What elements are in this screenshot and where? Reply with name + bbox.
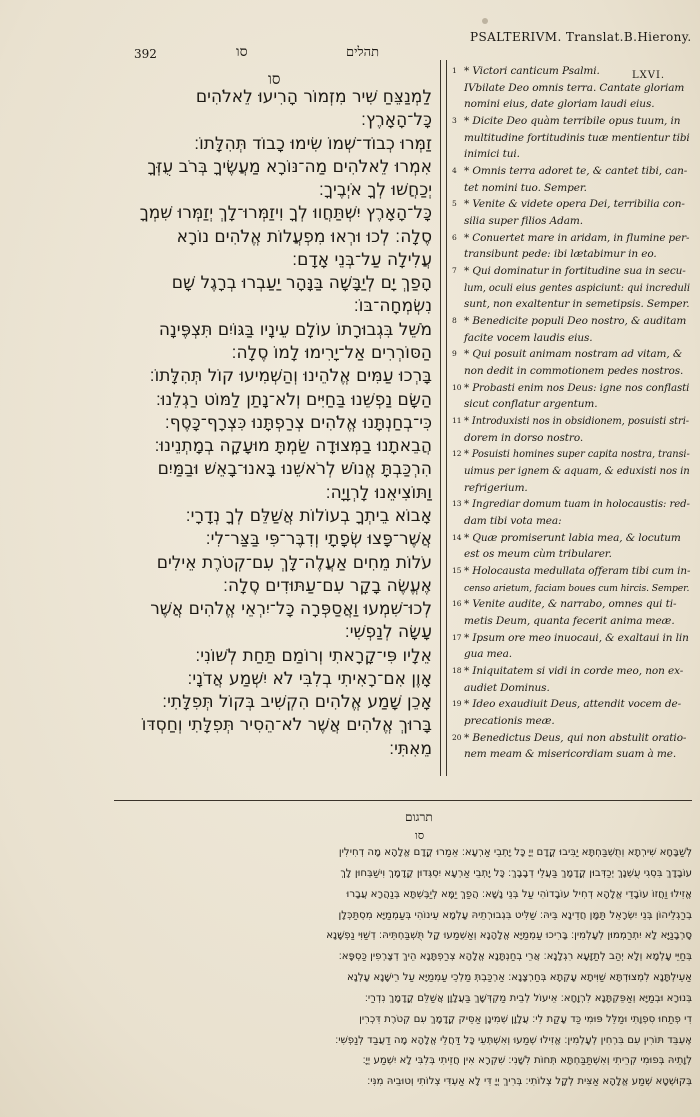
latin-verse-number: 8 [452, 316, 457, 325]
latin-verse-line: censo arietum, faciam boues cum hircis. Semper. [464, 582, 690, 594]
hebrew-verse-line: בָּרְכוּ עַמִּים אֱלֹהֵינוּ וְהַשְׁמִיעוּ קוֹל תְּהִלָּתוֹ׃ [149, 366, 432, 387]
latin-verse-line: * Ideo exaudiuit Deus, attendit vocem de- [464, 698, 682, 711]
hebrew-verse-line: לְכוּ־שִׁמְעוּ וַאֲסַפְּרָה כָּל־יִרְאֵי אֱלֹהִים אֲשֶׁר [150, 599, 432, 620]
targum-line: לְשַׁבָּחָא שִׁירְתָא וְתֻשְׁבַּחְתָּא יַבִּיבוּ קֳדָם יְיָ כָּל יָתְבֵי אַרְעָא׃ אֵמַרוּ קֳדָם אֱלָהָא מָה דְחִילִין [338, 847, 692, 858]
latin-verse-line: * Ingrediar domum tuam in holocaustis: red- [464, 499, 690, 511]
latin-verse-line: * Holocausta medullata offeram tibi cum in- [464, 565, 691, 577]
hebrew-verse-line: מֵאִתִּי׃ [389, 738, 432, 759]
hebrew-verse-line: זַמְּרוּ כְבוֹד־שְׁמוֹ שִׂימוּ כָבוֹד תְּהִלָּתוֹ׃ [194, 133, 432, 154]
latin-verse-number: 15 [452, 566, 462, 575]
latin-verse-line: lum, oculi eius gentes aspiciunt: qui increduli [464, 282, 690, 294]
latin-verse-number: 14 [452, 532, 462, 542]
latin-verse-number: 19 [452, 699, 462, 709]
hebrew-verse-line: יְכַחֲשׁוּ לְךָ אֹיְבֶיךָ׃ [318, 180, 432, 201]
targum-line: בְּנוּרָא וּבְמַיָּא וְאַפֵּקְתָּנָא לִרְוָחָא׃ אֵיעוֹל לְבֵית מַקְדְּשָׁךְ בַּעֲלָוָן אֲשַׁלֵּם קֳדָמָךְ נִדְרַי׃ [364, 992, 692, 1004]
latin-verse-number: 18 [452, 666, 462, 675]
hebrew-verse-line: אָכֵן שָׁמַע אֱלֹהִים הִקְשִׁיב בְּקוֹל תְּפִלָּתִי׃ [162, 692, 432, 713]
latin-verse-line: * Posuisti homines super capita nostra, transi- [464, 449, 690, 461]
hebrew-verse-line: הַשָּׂם נַפְשֵׁנוּ בַּחַיִּים וְלֹא־נָתַן לַמּוֹט רַגְלֵנוּ׃ [155, 389, 432, 410]
latin-verse-line: * Omnis terra adoret te, & cantet tibi, can- [464, 165, 688, 177]
latin-verse-line: * Iniquitatem si vidi in corde meo, non ex- [464, 665, 684, 677]
running-header-latin-title: PSALTERIVM. Translat.B.Hierony. [470, 30, 692, 44]
latin-verse-line: IVbilate Deo omnis terra. Cantate gloriam [464, 81, 685, 94]
page-number: 392 [134, 47, 157, 61]
latin-verse-line: * Venite & videte opera Dei, terribilia con- [464, 198, 685, 211]
latin-verse-line: nomini eius, date gloriam laudi eius. [464, 98, 655, 111]
latin-verse-line: nem meam & misericordiam suam à me. [464, 748, 677, 761]
targum-line: בְּחַיֵּי עָלְמָא וְלָא יְהַב לְתַזָּעָא רִגְלָנָא׃ אֲרֵי בְחַנְתָּנָא אֱלָהָא צְרַפְתָּנָא הֵיךְ דְצָרְפִין כַּסְפָּא׃ [338, 951, 692, 963]
latin-verse-line: sicut conflatur argentum. [464, 398, 598, 411]
targum-line: לְוָתֵיהּ בְּפוּמִי קְרֵיתִי וְאִשְׁתַּבַּחְתָּא תְּחוֹת לִשָּׁנִי׃ שִׁקְרָא אִין חֲזֵיתִי בְּלִבִּי לָא יִשְׁמַע יְיָ׃ [362, 1055, 692, 1067]
hebrew-verse-line: אֲשֶׁר־פָּצוּ שְׂפָתָי וְדִבֶּר־פִּי בַּצַּר־לִי׃ [205, 529, 432, 550]
latin-verse-line: * Ipsum ore meo inuocaui, & exaltaui in lin [464, 631, 689, 644]
latin-verse-number: 7 [452, 266, 457, 275]
targum-title: תרגום [405, 810, 433, 824]
targum-line: דִי פְתַחוּ סִפְוָתִי וּמַלֵּל פּוּמִי כַּד עָקַת לִי׃ עֲלָוָן שְׁמִינָן אַסֵּיק קֳדָמָךְ עִם קְטֹרֶת דִּכְרִין [359, 1013, 692, 1025]
latin-verse-line: precationis meæ. [464, 715, 555, 727]
latin-verse-number: 17 [452, 632, 462, 642]
hebrew-verse-line: עָשָׂה לְנַפְשִׁי׃ [344, 622, 432, 643]
targum-rule [114, 800, 692, 801]
latin-verse-line: audiet Dominus. [464, 681, 550, 694]
latin-verse-line: silia super filios Adam. [464, 215, 583, 227]
latin-verse-line: * Qui posuit animam nostram ad vitam, & [464, 348, 683, 361]
latin-verse-line: * Qui dominatur in fortitudine sua in secu- [464, 265, 686, 277]
latin-verse-line: refrigerium. [464, 481, 528, 494]
hebrew-verse-line: אָוֶן אִם־רָאִיתִי בְלִבִּי לֹא יִשְׁמַע אֲדֹנָי׃ [187, 668, 432, 689]
targum-chapter-number: סו [415, 829, 425, 842]
hebrew-verse-line: נִשְׂמְחָה־בּוֹ׃ [353, 296, 432, 317]
latin-verse-number: 5 [452, 199, 457, 209]
hebrew-verse-line: אֵלָיו פִּי־קָרָאתִי וְרוֹמַם תַּחַת לְשׁוֹנִי׃ [195, 645, 432, 666]
targum-line: בְרַגְלֵיהוֹן בְּנֵי יִשְׂרָאֵל תַּמָּן חֲדֵינָא בֵּיהּ׃ שַׁלִּיט בִּגְבוּרְתֵיהּ עָלְמָא עֵינוֹהִי בְּעַמְמַיָּא מִסְתַּכְּלָן [338, 909, 692, 921]
latin-verse-number: 3 [452, 116, 457, 125]
column-rule-left [440, 60, 441, 776]
latin-verse-number: 13 [452, 499, 462, 509]
latin-verse-line: dorem in dorso nostro. [464, 431, 584, 444]
latin-verse-number: 20 [452, 732, 462, 742]
hebrew-verse-line: כָּל־הָאָרֶץ יִשְׁתַּחֲווּ לְךָ וִיזַמְּרוּ־לָךְ יְזַמְּרוּ שִׁמְךָ [139, 203, 432, 224]
hebrew-verse-line: הַסּוֹרְרִים אַל־יָרִימוּ לָמוֹ סֶלָה׃ [231, 343, 432, 364]
latin-verse-number: 11 [452, 416, 462, 425]
latin-chapter-number: LXVI. [632, 70, 666, 81]
hebrew-verse-line: סֶלָה׃ לְכוּ וּרְאוּ מִפְעֲלוֹת אֱלֹהִים נוֹרָא [176, 226, 432, 247]
page-spot [482, 18, 488, 24]
latin-verse-line: multitudine fortitudinis tuæ mentientur tibi [464, 131, 690, 144]
hebrew-verse-line: בָּרוּךְ אֱלֹהִים אֲשֶׁר לֹא־הֵסִיר תְּפִלָּתִי וְחַסְדּוֹ [141, 715, 432, 736]
hebrew-verse-line: כִּי־בְחַנְתָּנוּ אֱלֹהִים צְרַפְתָּנוּ כִּצְרָף־כָּסֶף׃ [164, 412, 432, 433]
hebrew-chapter-number: סו [268, 70, 281, 88]
latin-verse-line: est os meum cùm tribularer. [464, 548, 612, 561]
latin-verse-line: * Introduxisti nos in obsidionem, posuisti stri- [464, 416, 690, 427]
latin-verse-number: 4 [452, 166, 457, 175]
hebrew-verse-line: הָפַךְ יָם לְיַבָּשָׁה בַּנָּהָר יַעַבְרוּ בְרָגֶל שָׁם [171, 273, 432, 294]
hebrew-verse-line: אֶעֱשֶׂה בָקָר עִם־עַתּוּדִים סֶלָה׃ [222, 575, 432, 596]
latin-verse-line: * Victori canticum Psalmi. [464, 65, 600, 77]
latin-verse-number: 9 [452, 349, 457, 359]
hebrew-text-column [130, 86, 432, 761]
targum-line: אֱזִילוּ וַחֲזוֹ עוֹבָדֵי אֱלָהָא דְחִיל עוֹבָדוֹהִי עַל בְּנֵי נָשָׁא׃ הֲפַךְ יַמָּא לְיַבֶּשְׁתָּא בְּנַהֲרָא עֲבָרוּ [346, 888, 692, 900]
latin-verse-line: gua mea. [464, 648, 513, 661]
targum-line: בְּקוּשְׁטָא שְׁמַע אֱלָהָא אַצִּית לְקָל צְלוֹתִי׃ בְּרִיךְ יְיָ דִּי לָא אַעְדִּי צְלוֹתִי וְטוּבֵיהּ מִנִּי׃ [367, 1076, 692, 1088]
latin-text-column [452, 64, 692, 764]
latin-verse-line: * Dicite Deo quàm terribile opus tuum, in [464, 115, 681, 127]
latin-verse-line: * Benedicite populi Deo nostro, & auditam [464, 315, 687, 327]
targum-line: אַעֵילְתָּנָא לִמְצוּדְתָּא שַׁוִּיתָא עָקְתָא בְּחַרְצָנָא׃ אַרְכַּבְתְּ מַלְכֵי עַמְמַיָּא עַל רֵישָׁנָא עָלְנָא [346, 972, 692, 983]
latin-verse-line: facite vocem laudis eius. [464, 331, 593, 344]
latin-verse-line: * Conuertet mare in aridam, in flumine per- [464, 231, 690, 244]
latin-verse-number: 1 [452, 66, 457, 75]
latin-verse-number: 6 [452, 232, 457, 242]
targum-line: עוֹבָדָךְ בִּסְגִי עֻשְׁנָךְ יְכַדְּבוּן קֳדָמָךְ בַּעֲלֵי דְבָבָךְ׃ כָּל יָתְבֵי אַרְעָא יִסְגְּדוּן קֳדָמָךְ וִישַׁבְּחוּן לָךְ [340, 867, 692, 879]
latin-verse-line: dam tibi vota mea: [464, 515, 562, 527]
targum-line: אֶעְבֵּד תּוֹרִין עִם בִּרְחִין לְעָלְמִין׃ אֱזִילוּ שְׁמַעוּ וְאִשְׁתְּעֵי כָּל דַּחֲלֵי אֱלָהָא מָה דַעֲבַד לְנַפְשִׁי׃ [335, 1034, 692, 1046]
hebrew-verse-line: מֹשֵׁל בִּגְבוּרָתוֹ עוֹלָם עֵינָיו בַּגּוֹיִם תִּצְפֶּינָה [158, 319, 432, 340]
latin-verse-line: * Quæ promiserunt labia mea, & locutum [464, 531, 681, 544]
hebrew-verse-line: לַמְנַצֵּחַ שִׁיר מִזְמוֹר הָרִיעוּ לֵאלֹהִים [195, 87, 432, 107]
latin-verse-line: tet nomini tuo. Semper. [464, 181, 587, 194]
latin-verse-line: * Venite audite, & narrabo, omnes qui ti- [464, 598, 677, 611]
hebrew-verse-line: אִמְרוּ לֵאלֹהִים מַה־נּוֹרָא מַעֲשֶׂיךָ בְּרֹב עֻזְּךָ [147, 156, 432, 177]
column-rule-right [446, 60, 447, 776]
hebrew-verse-line: אָבוֹא בֵיתְךָ בְעוֹלוֹת אֲשַׁלֵּם לְךָ נְדָרָי׃ [185, 505, 432, 526]
latin-verse-line: inimici tui. [464, 148, 520, 161]
hebrew-verse-line: וַתּוֹצִיאֵנוּ לָרְוָיָה׃ [325, 482, 432, 503]
hebrew-verse-line: הֲבֵאתָנוּ בַמְּצוּדָה שַׂמְתָּ מוּעָקָה בְמָתְנֵינוּ׃ [154, 436, 432, 457]
hebrew-verse-line: כָּל־הָאָרֶץ׃ [360, 110, 432, 131]
targum-text-block [114, 845, 692, 1095]
latin-verse-number: 10 [452, 382, 462, 392]
latin-verse-number: 16 [452, 599, 462, 609]
hebrew-verse-line: עֲלִילָה עַל־בְּנֵי אָדָם׃ [292, 249, 432, 270]
latin-verse-line: transibunt pede: ibi lætabimur in eo. [464, 248, 657, 261]
latin-verse-line: sunt, non exaltentur in semetipsis. Semper. [464, 298, 690, 311]
latin-verse-line: * Probasti enim nos Deus: igne nos conflasti [464, 381, 690, 394]
targum-line: סָרְבָנַיָּא לָא יִתְרַמְמוּן לְעָלְמִין׃ בָּרִיכוּ עַמְמַיָּא אֱלָהָנָא וְאַשְׁמַעוּ קָל תֻּשְׁבַּחְתֵּיהּ׃ דְשַׁוִּי נַפְשָׁנָא [326, 930, 692, 942]
hebrew-verse-line: עֹלוֹת מֵחִים אַעֲלֶה־לָּךְ עִם־קְטֹרֶת אֵילִים [156, 552, 432, 573]
latin-verse-line: uimus per ignem & aquam, & eduxisti nos in [464, 466, 690, 477]
latin-verse-line: non dedit in commotionem pedes nostros. [464, 365, 684, 377]
running-header-psalm-number: סו [236, 44, 248, 60]
latin-verse-line: * Benedictus Deus, qui non abstulit oratio- [464, 731, 687, 744]
hebrew-verse-line: הִרְכַּבְתָּ אֱנוֹשׁ לְרֹאשֵׁנוּ בָּאנוּ־בָאֵשׁ וּבַמַּיִם [157, 459, 432, 480]
latin-verse-number: 12 [452, 449, 462, 459]
latin-verse-line: metis Deum, quanta fecerit anima meæ. [464, 615, 675, 627]
running-header-hebrew-title: תהלים [346, 45, 380, 60]
